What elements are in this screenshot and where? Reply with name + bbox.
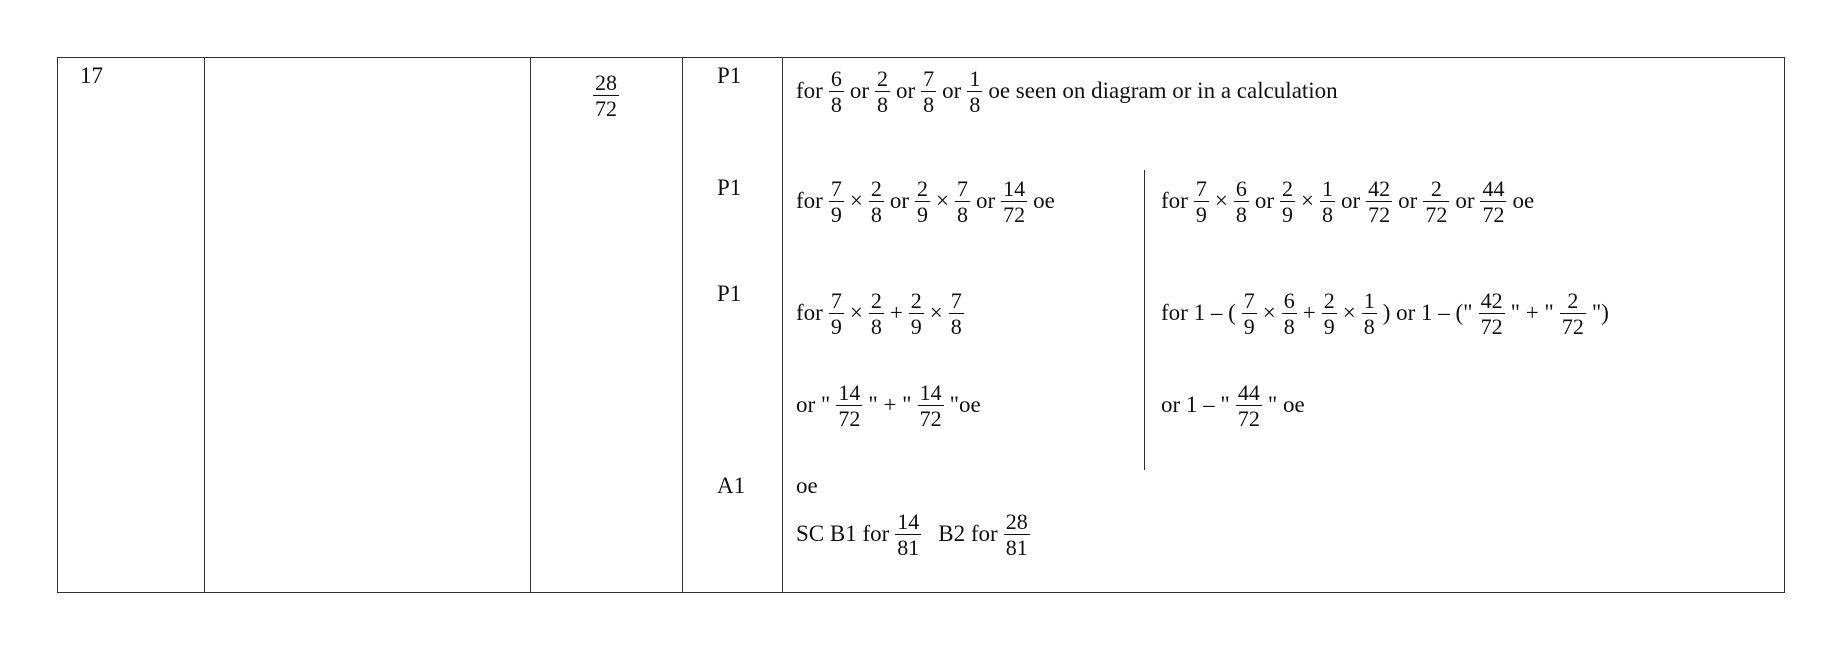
text: for (1161, 188, 1188, 213)
denominator: 9 (1243, 313, 1255, 339)
denominator: 8 (1283, 313, 1295, 339)
text: oe seen on diagram or in a calculation (988, 78, 1338, 103)
guidance-row-1 (793, 60, 1341, 122)
text: or (942, 78, 962, 103)
text: or (1340, 188, 1361, 213)
fraction (918, 380, 944, 431)
guidance-row-5: oe (796, 473, 818, 498)
numerator: 2 (910, 287, 922, 313)
text: or (1398, 188, 1418, 213)
text: for 1 – ( (1161, 300, 1236, 325)
fraction (955, 176, 970, 227)
numerator: 2 (1323, 287, 1335, 313)
numerator: 7 (830, 175, 842, 201)
text: " oe (1267, 392, 1305, 417)
guidance-row-3-right (1158, 282, 1612, 344)
denominator: 8 (1235, 201, 1247, 227)
text: or (849, 78, 869, 103)
fraction (1004, 509, 1030, 560)
denominator: 9 (830, 313, 842, 339)
denominator: 72 (919, 405, 942, 431)
text: or (889, 188, 909, 213)
denominator: 8 (870, 313, 882, 339)
fraction (1366, 176, 1392, 227)
special-case-row (793, 503, 1033, 565)
numerator: 1 (969, 65, 981, 91)
numerator: 28 (1005, 508, 1028, 534)
text: or " (796, 392, 831, 417)
denominator: 8 (877, 91, 888, 117)
numerator: 7 (1195, 175, 1207, 201)
numerator: 14 (897, 508, 920, 534)
text: × (849, 300, 863, 325)
denominator: 72 (1425, 201, 1448, 227)
fraction (1236, 380, 1262, 431)
numerator: 2 (1281, 175, 1293, 201)
fraction (875, 66, 890, 117)
mark-p1: P1 (717, 63, 742, 88)
fraction (1480, 176, 1506, 227)
fraction (895, 509, 921, 560)
question-number: 17 (80, 63, 103, 88)
text: × (1300, 188, 1314, 213)
column-divider (682, 58, 683, 592)
fraction (909, 288, 924, 339)
fraction (829, 288, 844, 339)
denominator: 81 (897, 534, 920, 560)
denominator: 72 (1003, 201, 1026, 227)
denominator: 8 (1321, 201, 1333, 227)
text: + (1302, 300, 1316, 325)
numerator: 44 (1237, 379, 1260, 405)
text: " + " (868, 392, 912, 417)
numerator: 1 (1321, 175, 1333, 201)
text: for (796, 78, 823, 103)
fraction (1280, 176, 1295, 227)
denominator: 8 (923, 91, 935, 117)
numerator: 1 (1363, 287, 1375, 313)
text: × (849, 188, 863, 213)
numerator: 7 (956, 175, 968, 201)
numerator: 7 (830, 287, 842, 313)
text: oe (1512, 188, 1535, 213)
denominator: 9 (1323, 313, 1335, 339)
numerator: 2 (1430, 175, 1442, 201)
fraction (1282, 288, 1297, 339)
numerator: 14 (1003, 175, 1026, 201)
column-divider (782, 58, 783, 592)
numerator: 2 (870, 175, 882, 201)
numerator: 14 (838, 379, 861, 405)
column-divider (204, 58, 205, 592)
text: × (935, 188, 949, 213)
numerator: 7 (923, 65, 935, 91)
numerator: 42 (1368, 175, 1391, 201)
numerator: 6 (830, 65, 842, 91)
text: oe (1033, 188, 1055, 213)
numerator: 14 (919, 379, 942, 405)
fraction (915, 176, 930, 227)
denominator: 8 (830, 91, 842, 117)
fraction (1560, 288, 1586, 339)
fraction (1479, 288, 1505, 339)
denominator: 72 (1482, 201, 1505, 227)
fraction (967, 66, 982, 117)
guidance-row-4-left (793, 374, 984, 436)
denominator: 81 (1005, 534, 1028, 560)
numerator: 2 (1567, 287, 1579, 313)
numerator: 6 (1283, 287, 1295, 313)
text: or (1254, 188, 1274, 213)
fraction (1362, 288, 1377, 339)
denominator: 8 (969, 91, 981, 117)
fraction (1234, 176, 1249, 227)
denominator: 72 (1561, 313, 1584, 339)
answer-cell (590, 70, 622, 121)
text: or 1 – " (1161, 392, 1230, 417)
fraction (1322, 288, 1337, 339)
fraction (1320, 176, 1335, 227)
denominator: 8 (956, 201, 968, 227)
denominator: 8 (950, 313, 962, 339)
fraction (829, 66, 844, 117)
text: or (1455, 188, 1475, 213)
text: SC B1 for (796, 521, 890, 546)
denominator: 9 (1281, 201, 1293, 227)
method-divider (1144, 170, 1145, 470)
fraction (829, 176, 844, 227)
fraction (949, 288, 964, 339)
text: or (975, 188, 996, 213)
fraction (1001, 176, 1027, 227)
denominator: 9 (830, 201, 842, 227)
fraction (1423, 176, 1449, 227)
denominator: 72 (1368, 201, 1391, 227)
answer-fraction (593, 70, 619, 121)
column-divider (530, 58, 531, 592)
numerator: 7 (1243, 287, 1255, 313)
mark-p1: P1 (717, 281, 742, 306)
mark-p1: P1 (717, 175, 742, 200)
text: for (796, 300, 823, 325)
fraction (1194, 176, 1209, 227)
denominator: 72 (1237, 405, 1260, 431)
denominator: 72 (595, 96, 617, 121)
denominator: 9 (910, 313, 922, 339)
denominator: 72 (1480, 313, 1503, 339)
text: × (929, 300, 943, 325)
text: or (896, 78, 916, 103)
numerator: 2 (870, 287, 882, 313)
numerator: 42 (1480, 287, 1503, 313)
text: "oe (949, 392, 981, 417)
fraction (869, 288, 884, 339)
text: ) or 1 – (" (1382, 300, 1473, 325)
guidance-row-4-right (1158, 374, 1308, 436)
denominator: 9 (916, 201, 928, 227)
text: ") (1591, 300, 1609, 325)
denominator: 8 (1363, 313, 1375, 339)
numerator: 44 (1482, 175, 1505, 201)
text: for (796, 188, 823, 213)
text: × (1262, 300, 1276, 325)
text: × (1342, 300, 1356, 325)
text: + (889, 300, 903, 325)
fraction (1242, 288, 1257, 339)
numerator: 2 (916, 175, 928, 201)
text: B2 for (938, 521, 998, 546)
numerator: 28 (595, 70, 617, 95)
mark-a1: A1 (717, 473, 746, 498)
guidance-row-2-right (1158, 170, 1537, 232)
text: " + " (1510, 300, 1554, 325)
denominator: 72 (838, 405, 861, 431)
guidance-row-2-left (793, 170, 1058, 232)
fraction (869, 176, 884, 227)
numerator: 2 (877, 65, 888, 91)
fraction (836, 380, 862, 431)
denominator: 8 (870, 201, 882, 227)
numerator: 7 (950, 287, 962, 313)
fraction (921, 66, 936, 117)
denominator: 9 (1195, 201, 1207, 227)
text: × (1214, 188, 1228, 213)
guidance-row-3-left (793, 282, 967, 344)
numerator: 6 (1235, 175, 1247, 201)
